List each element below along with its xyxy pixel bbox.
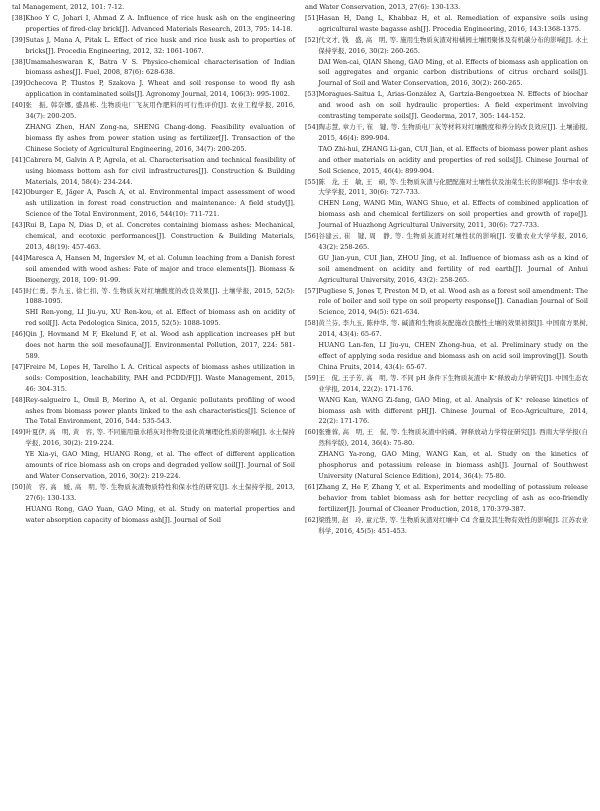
reference-body <box>25 78 295 100</box>
reference-entry <box>12 286 295 330</box>
reference-entry <box>12 155 295 188</box>
reference-text: Rui B, Lapa N, Dias D, et al. Concretes containing biomass ashes: Mechanical, chemical, and ecotoxic performances[J]. Construction & Building Materials, 2013, 48(19): 457-463. <box>25 221 295 251</box>
reference-number: [53] <box>305 90 319 99</box>
reference-translation: TAO Zhi-hui, ZHANG Li-gan, CUI Jian, et al. Effects of biomass power plant ashes and other materials on acidity and properties of red soils[J]. Chinese Journal of Soil Science, 2015, 46(4): 899-904. <box>318 144 588 175</box>
reference-body <box>25 427 295 482</box>
reference-body <box>25 57 295 79</box>
reference-text: Oburger E, Jäger A, Pasch A, et al. Environmental impact assessment of wood ash utilization in forest road construction and maintenance: A field study[J]. Science of the Total Environment, 2016, 544(10): 711-721. <box>25 188 295 219</box>
reference-entry <box>12 482 295 526</box>
reference-translation: SHI Ren-yong, LI Jiu-yu, XU Ren-kou, et al. Effect of biomass ash on acidity of red soil[J]. Acta Pedologica Sinica, 2015, 52(5): 1088-1095. <box>25 308 295 328</box>
reference-body <box>318 318 588 373</box>
reference-text: 叶夏伊, 高 明, 黄 容, 等. 不同施用量水稻灰对作物及退化黄壤理化性质的影响[J]. 水土保持学报, 2016, 30(2): 219-224. <box>25 428 295 448</box>
reference-entry <box>12 395 295 428</box>
reference-entry <box>12 78 295 100</box>
reference-entry <box>305 122 588 177</box>
reference-entry <box>305 89 588 122</box>
reference-number: [47] <box>12 362 26 371</box>
reference-number: [57] <box>305 286 319 295</box>
reference-number: [62] <box>305 515 319 524</box>
reference-entry <box>12 220 295 253</box>
reference-text: 张雅蓉, 高 明, 王 侃, 等. 生物质灰渣中的磷、钾释放动力学特征研究[J]. 西南大学学报(自然科学版), 2014, 36(4): 75-80. <box>318 428 588 448</box>
reference-body <box>318 427 588 482</box>
reference-text: 王 侃, 王子芳, 高 明, 等. 不同 pH 条件下生物质灰渣中 K⁺释放动力学研究[J]. 中国生态农业学报, 2014, 22(2): 171-176. <box>318 373 588 393</box>
reference-body <box>318 482 588 515</box>
reference-translation: WANG Kan, WANG Zi-fang, GAO Ming, et al. Analysis of K⁺ release kinetics of biomass ash with different pH[J]. Chinese Journal of Eco-Agriculture, 2014, 22(2): 171-176. <box>318 395 588 426</box>
reference-entry <box>305 318 588 373</box>
reference-entry <box>12 427 295 482</box>
reference-text: Pugliese S, Jones T, Preston M D, et al. Wood ash as a forest soil amendment: The role of boiler and soil type on soil property response[J]. Canadian Journal of Soil Science, 2014, 94(5): 621-634. <box>318 286 588 317</box>
reference-number: [46] <box>12 330 26 339</box>
reference-entry <box>305 427 588 482</box>
reference-text: Hasan H, Dang L, Khabbaz H, et al. Remediation of expansive soils using agricultural waste bagasse ash[J]. Procedia Engineering, 2016, 143:1368-1375. <box>318 13 588 33</box>
reference-number: [44] <box>12 253 26 262</box>
reference-number: [42] <box>12 188 26 197</box>
reference-body <box>25 253 295 286</box>
reference-entry <box>305 13 588 35</box>
reference-body <box>318 373 588 428</box>
reference-body <box>318 231 588 286</box>
right-column <box>305 2 588 811</box>
reference-body <box>25 13 295 35</box>
reference-text: 时仁勇, 李九玉, 徐仁扣, 等. 生物质灰对红壤酸度的改良效果[J]. 土壤学报, 2015, 52(5): 1088-1095. <box>25 286 295 306</box>
reference-text: Cabrera M, Galvin A P, Agrela, et al. Characterisation and technical feasibility of using biomass bottom ash for civil infrastructures[J]. Construction & Building Materials, 2014, 58(4): 234-244. <box>25 155 295 186</box>
reference-text: Ochecova P, Tlustos P, Szakova J. Wheat and soil response to wood fly ash application in contaminated soils[J]. Agronomy Journal, 2014, 106(3): 995-1002. <box>25 79 295 99</box>
reference-entry <box>305 482 588 515</box>
reference-body <box>318 122 588 177</box>
reference-entry <box>12 100 295 155</box>
reference-translation: DAI Wen-cai, QIAN Sheng, GAO Ming, et al. Effects of biomass ash application on soil aggregates and organic carbon distributions of citrus orchard soils[J]. Journal of Soil and Water Conservation, 2016, 30(2): 260-265. <box>318 57 588 88</box>
continuation-text: and Water Conservation, 2013, 27(6): 130-133. <box>305 3 461 11</box>
reference-text: 梁胜男, 赵 玲, 童元华, 等. 生物质灰渣对红壤中 Cd 含量及其生物有效性的影响[J]. 江苏农业科学, 2016, 45(5): 451-453. <box>318 515 588 535</box>
reference-entry <box>305 35 588 90</box>
reference-entry <box>12 35 295 57</box>
reference-number: [59] <box>305 373 319 382</box>
reference-translation: HUANG Lan-fen, LI Jiu-yu, CHEN Zhong-hua, et al. Preliminary study on the effect of applying soda residue and biomass ash on acid soil improving[J]. South China Fruits, 2014, 43(4): 65-67. <box>318 341 588 371</box>
reference-text: 黄 容, 高 媛, 高 明, 等. 生物质灰渣物质特性和保水性的研究[J]. 水土保持学报, 2013, 27(6): 130-133. <box>25 482 295 502</box>
reference-text: 黄兰芬, 李九玉, 陈仲华, 等. 碱渣和生物质灰配施改良酸性土壤的效果初探[J]. 中国南方果树, 2014, 43(4): 65-67. <box>318 319 588 339</box>
left-column <box>12 2 295 811</box>
reference-number: [55] <box>305 177 319 186</box>
reference-number: [43] <box>12 221 26 230</box>
reference-number: [61] <box>305 482 319 491</box>
reference-entry <box>305 515 588 537</box>
reference-number: [48] <box>12 395 26 404</box>
reference-translation: YE Xia-yi, GAO Ming, HUANG Rong, et al. The effect of different application amounts of rice biomass ash on crops and degraded yellow soil[J]. Journal of Soil and Water Conservation, 2016, 30(2): 219-224. <box>25 450 295 480</box>
continuation-text: tal Management, 2012, 101: 7-12. <box>12 3 125 11</box>
reference-entry <box>12 187 295 220</box>
reference-body <box>318 177 588 232</box>
reference-body <box>25 482 295 526</box>
reference-number: [39] <box>12 35 26 44</box>
reference-number: [52] <box>305 35 319 44</box>
reference-entry <box>12 13 295 35</box>
reference-entry <box>12 329 295 362</box>
reference-text: 谷建云, 崔 键, 周 静, 等. 生物质灰渣对红壤性状的影响[J]. 安徽农业大学学报, 2016, 43(2): 258-265. <box>318 232 588 251</box>
reference-number: [38] <box>12 13 26 22</box>
reference-text: Moragues-Saitua L, Arias-González A, Gartzia-Bengoetxea N. Effects of biochar and wood ash on soil hydraulic properties: A field experiment involving contrasting temperate soils[J]. Geoderma, 2017, 305: 144-152. <box>318 90 588 121</box>
reference-text: Freire M, Lopes H, Tarelho L A. Critical aspects of biomass ashes utilization in soils: Composition, leachability, PAH and PCDD/F[J]. Waste Management, 2015, 46: 304-315. <box>25 362 295 393</box>
reference-number: [54] <box>305 122 319 131</box>
reference-entry <box>305 373 588 428</box>
reference-number: [41] <box>12 155 26 164</box>
reference-entry <box>12 362 295 395</box>
reference-body <box>25 329 295 362</box>
reference-text: Zhang Z, He F, Zhang Y, et al. Experiments and modelling of potassium release behavior from tablet biomass ash for better recycling of ash as eco-friendly fertilizer[J]. Journal of Cleaner Production, 2018, 170:379-387. <box>318 482 588 513</box>
reference-text: Rey-salgueiro L, Omil B, Merino A, et al. Organic pollutants profiling of wood ashes from biomass power plants linked to the ash characteristics[J]. Science of The Total Environment, 2016, 544: 535-543. <box>25 395 295 426</box>
reference-entry <box>12 253 295 286</box>
reference-entry <box>305 286 588 319</box>
reference-number: [51] <box>305 13 319 22</box>
reference-text: Khoo Y C, Johari I, Ahmad Z A. Influence of rice husk ash on the engineering properties of fired-clay brick[J]. Advanced Materials Research, 2013, 795: 14-18. <box>25 13 295 33</box>
reference-body <box>25 362 295 395</box>
reference-entry <box>305 231 588 286</box>
reference-body <box>25 35 295 57</box>
reference-translation: GU Jian-yun, CUI Jian, ZHOU Jing, et al. Influence of biomass ash as a kind of soil amendment on acidity and fertility of red earth[J]. Journal of Anhui Agricultural University, 2016, 43(2): 258-265. <box>318 253 588 284</box>
reference-text: Umamaheswaran K, Batra V S. Physico-chemical characterisation of Indian biomass ashes[J]. Fuel, 2008, 87(6): 628-638. <box>25 57 295 77</box>
reference-body <box>318 35 588 90</box>
reference-text: Qin J, Hovmand M F, Ekelund F, et al. Wood ash application increases pH but does not harm the soil mesofauna[J]. Environmental Pollution, 2017, 224: 581-589. <box>25 330 295 360</box>
reference-text: 代文才, 钱 盛, 高 明, 等. 施用生物质灰渣对柑橘园土壤团聚体及有机碳分布的影响[J]. 水土保持学报, 2016, 30(2): 260-265. <box>318 35 588 55</box>
reference-translation: ZHANG Zhen, HAN Zong-na, SHENG Chang-dong. Feasibility evaluation of biomass fly ashes from power station using as fertilizer[J]. Transaction of the Chinese Society of Agricultural Engineering, 2016, 34(7): 200-205. <box>25 122 295 153</box>
reference-text: Maresca A, Hansen M, Ingerslev M, et al. Column leaching from a Danish forest soil amended with wood ashes: Fate of major and trace elements[J]. Biomass & Bioenergy, 2018, 109: 91-99. <box>25 253 295 284</box>
reference-body <box>25 100 295 155</box>
reference-translation: CHEN Long, WANG Min, WANG Shuo, et al. Effects of combined application of biomass ash and chemical fertilizers on soil properties and growth of rape[J]. Journal of Huazhong Agricultural University, 2011, 30(6): 727-733. <box>318 199 588 230</box>
reference-body <box>25 187 295 220</box>
reference-entry <box>12 57 295 79</box>
reference-body <box>25 286 295 330</box>
reference-number: [38] <box>12 57 26 66</box>
reference-body <box>25 220 295 253</box>
reference-body <box>318 89 588 122</box>
reference-text: Sutas J, Mana A, Pitak L. Effect of rice husk and rice husk ash to properties of bricks[J]. Procedia Engineering, 2012, 32: 1061-1067. <box>25 35 295 55</box>
reference-number: [56] <box>305 232 319 241</box>
reference-entry <box>305 177 588 232</box>
reference-number: [60] <box>305 428 319 437</box>
reference-text: 陶志慧, 章力干, 崔 键, 等. 生物质电厂灰等材料对红壤酸度和养分的改良效应[J]. 土壤通报, 2015, 46(4): 899-904. <box>318 122 588 142</box>
reference-number: [45] <box>12 286 26 295</box>
reference-body <box>318 286 588 319</box>
reference-body <box>25 155 295 188</box>
reference-text: 陈 龙, 王 敏, 王 硕, 等. 生物质灰渣与化肥配施对土壤性状及油菜生长的影响[J]. 华中农业大学学报, 2011, 30(6): 727-733. <box>318 177 588 197</box>
reference-number: [39] <box>12 79 26 88</box>
reference-number: [58] <box>305 319 319 328</box>
reference-number: [50] <box>12 482 26 491</box>
reference-body <box>318 13 588 35</box>
reference-number: [49] <box>12 428 26 437</box>
reference-text: 张 振, 韩奈娜, 盛昌栋. 生物质电厂飞灰用作肥料的可行性评价[J]. 农业工程学报, 2016, 34(7): 200-205. <box>25 101 295 121</box>
reference-translation: ZHANG Ya-rong, GAO Ming, WANG Kan, et al. Study on the kinetics of phosphorus and potassium release in biomass ash[J]. Journal of Southwest University (Natural Science Edition), 2014, 36(4): 75-80. <box>318 450 588 480</box>
reference-number: [40] <box>12 101 26 110</box>
reference-body <box>25 395 295 428</box>
reference-translation: HUANG Rong, GAO Yuan, GAO Ming, et al. Study on material properties and water absorption capacity of biomass ash[J]. Journal of Soil <box>25 504 295 524</box>
reference-body <box>318 515 588 537</box>
